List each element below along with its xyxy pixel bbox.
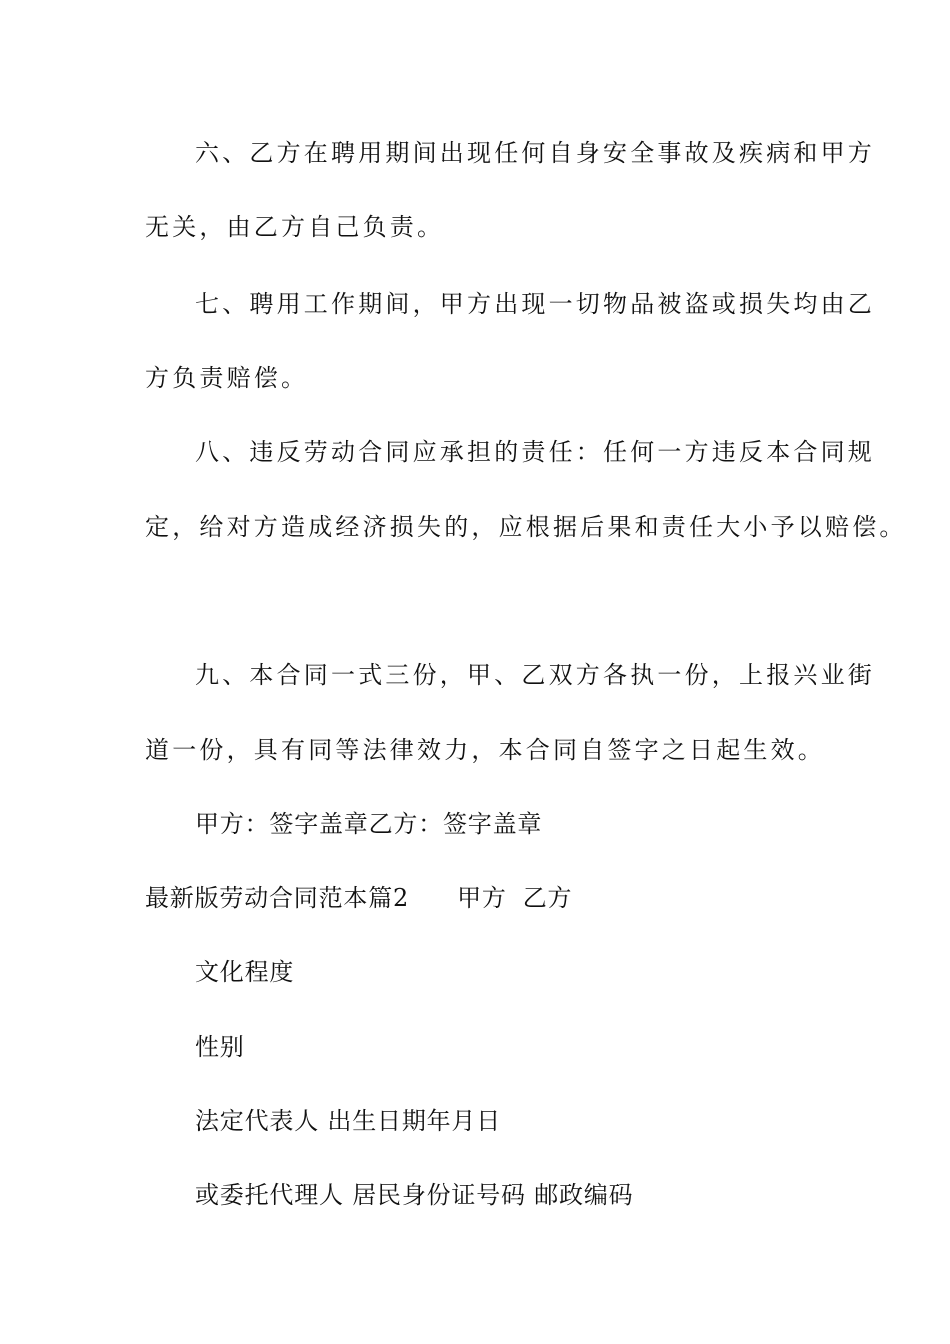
clause-eight-line-2: 定，给对方造成经济损失的，应根据后果和责任大小予以赔偿。 [145,513,907,541]
clause-seven-line-2: 方负责赔偿。 [145,364,309,392]
clause-six-line-2: 无关，由乙方自己负责。 [145,213,445,241]
education-field: 文化程度 [195,958,295,986]
clause-nine-line-2: 道一份，具有同等法律效力，本合同自签字之日起生效。 [145,736,825,764]
clause-seven-line-1: 七、聘用工作期间，甲方出现一切物品被盗或损失均由乙 [195,290,875,318]
clause-six-line-1: 六、乙方在聘用期间出现任何自身安全事故及疾病和甲方 [195,139,875,167]
party-b-label: 乙方 [522,884,573,912]
signature-line: 甲方：签字盖章乙方：签字盖章 [195,810,543,838]
clause-nine-line-1: 九、本合同一式三份，甲、乙双方各执一份，上报兴业街 [195,661,875,689]
party-a-label: 甲方 [457,884,507,912]
legal-representative-field: 法定代表人 出生日期年月日 [195,1107,502,1135]
gender-field: 性别 [195,1033,245,1061]
section-heading-line [145,883,572,913]
section-title: 最新版劳动合同范本篇2 [145,884,410,912]
clause-eight-line-1: 八、违反劳动合同应承担的责任：任何一方违反本合同规 [195,438,875,466]
agent-id-postal-field: 或委托代理人 居民身份证号码 邮政编码 [195,1181,634,1209]
